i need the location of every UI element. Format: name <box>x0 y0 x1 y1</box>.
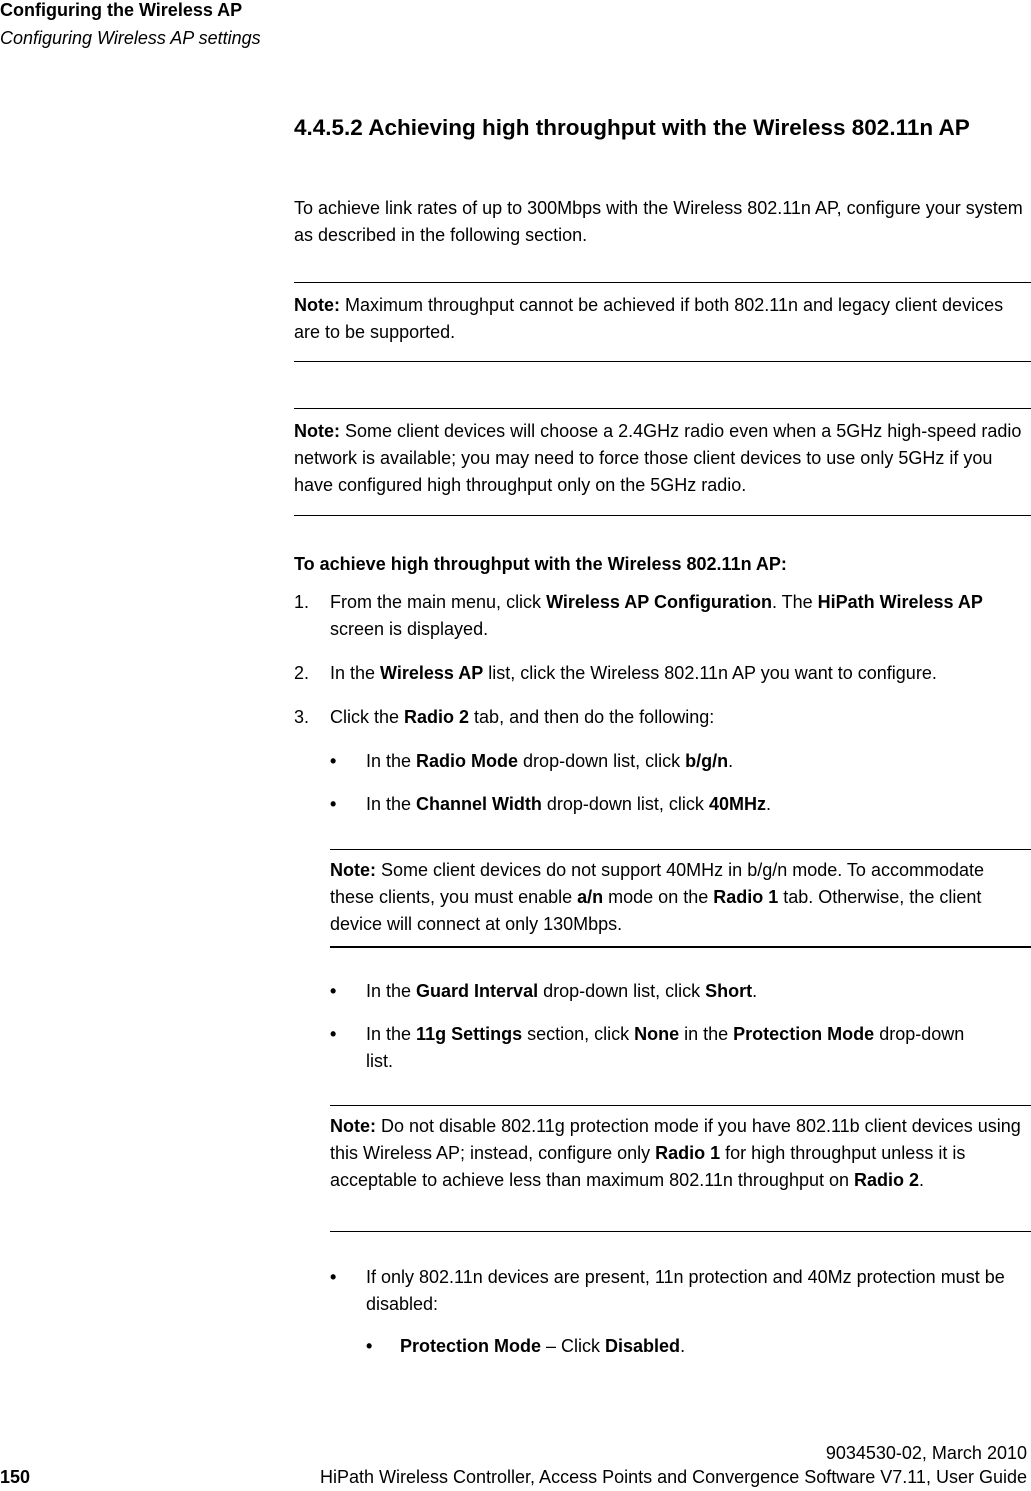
step-number: 2. <box>294 663 310 683</box>
bullet-icon: • <box>330 751 337 771</box>
bullet-icon: • <box>366 1336 373 1356</box>
note-label: Note: <box>294 295 340 315</box>
bullet-only-11n: • If only 802.11n devices are present, 11n protection and 40Mz protection must be disabled: <box>330 1264 1030 1318</box>
bullet-icon: • <box>330 794 337 814</box>
note-rule-top <box>330 849 1031 850</box>
footer-doc-id: 9034530-02, March 2010 <box>825 1443 1027 1463</box>
footer-page-number: 150 <box>0 1467 31 1487</box>
section-heading: 4.4.5.2 Achieving high throughput with the Wireless 802.11n AP <box>294 115 970 140</box>
step-2: 2. In the Wireless AP list, click the Wireless 802.11n AP you want to configure. <box>294 660 1031 687</box>
note-rule-bottom <box>294 515 1031 516</box>
bullet-guard-interval: • In the Guard Interval drop-down list, click Short. <box>330 978 1030 1005</box>
intro-paragraph: To achieve link rates of up to 300Mbps with the Wireless 802.11n AP, configure your system as described in the following section. <box>294 198 1023 245</box>
note-label: Note: <box>330 1116 376 1136</box>
note-1 <box>294 292 1031 346</box>
note-2-text: Some client devices will choose a 2.4GHz radio even when a 5GHz high-speed radio network is available; you may need to force those client devices to use only 5GHz if you have configured high throughput only on the 5GHz radio. <box>294 421 1022 495</box>
bullet-radio-mode: • In the Radio Mode drop-down list, click b/g/n. <box>330 748 1030 775</box>
note-rule-bottom <box>294 361 1031 362</box>
step-1: 1. From the main menu, click Wireless AP Configuration. The HiPath Wireless AP screen is displayed. <box>294 589 1031 643</box>
bullet-icon: • <box>330 1024 337 1044</box>
step-3: 3. Click the Radio 2 tab, and then do the following: <box>294 704 1031 731</box>
note-2 <box>294 418 1031 499</box>
note-rule-top <box>294 408 1031 409</box>
note-rule-top <box>294 282 1031 283</box>
bullet-11g-settings: • In the 11g Settings section, click None in the Protection Mode drop-down list. <box>330 1021 1030 1075</box>
sub-bullet-protection-mode: • Protection Mode – Click Disabled. <box>366 1333 1030 1360</box>
running-header-section: Configuring Wireless AP settings <box>0 28 261 48</box>
step-number: 3. <box>294 707 310 727</box>
step-number: 1. <box>294 592 310 612</box>
note-rule-top <box>330 1105 1031 1106</box>
note-1-text: Maximum throughput cannot be achieved if both 802.11n and legacy client devices are to be supported. <box>294 295 1004 342</box>
bullet-icon: • <box>330 1267 337 1287</box>
bullet-channel-width: • In the Channel Width drop-down list, click 40MHz. <box>330 791 1030 818</box>
running-header-chapter: Configuring the Wireless AP <box>0 0 243 20</box>
bullet-icon: • <box>330 981 337 1001</box>
note-rule-bottom <box>330 1231 1031 1232</box>
note-4: Note: Do not disable 802.11g protection mode if you have 802.11b client devices using this Wireless AP; instead, configure only Radio 1 for high throughput unless it is acceptable to achieve less than maximum 802.11n throughput on Radio 2. <box>330 1116 1021 1190</box>
note-rule-bottom <box>330 946 1031 948</box>
note-label: Note: <box>294 421 340 441</box>
procedure-title: To achieve high throughput with the Wireless 802.11n AP: <box>294 554 787 574</box>
note-3: Note: Some client devices do not support 40MHz in b/g/n mode. To accommodate these clients, you must enable a/n mode on the Radio 1 tab. Otherwise, the client device will connect at only 130Mbps. <box>330 860 984 934</box>
footer-title: HiPath Wireless Controller, Access Points and Convergence Software V7.11, User Guide <box>319 1467 1027 1487</box>
note-label: Note: <box>330 860 376 880</box>
